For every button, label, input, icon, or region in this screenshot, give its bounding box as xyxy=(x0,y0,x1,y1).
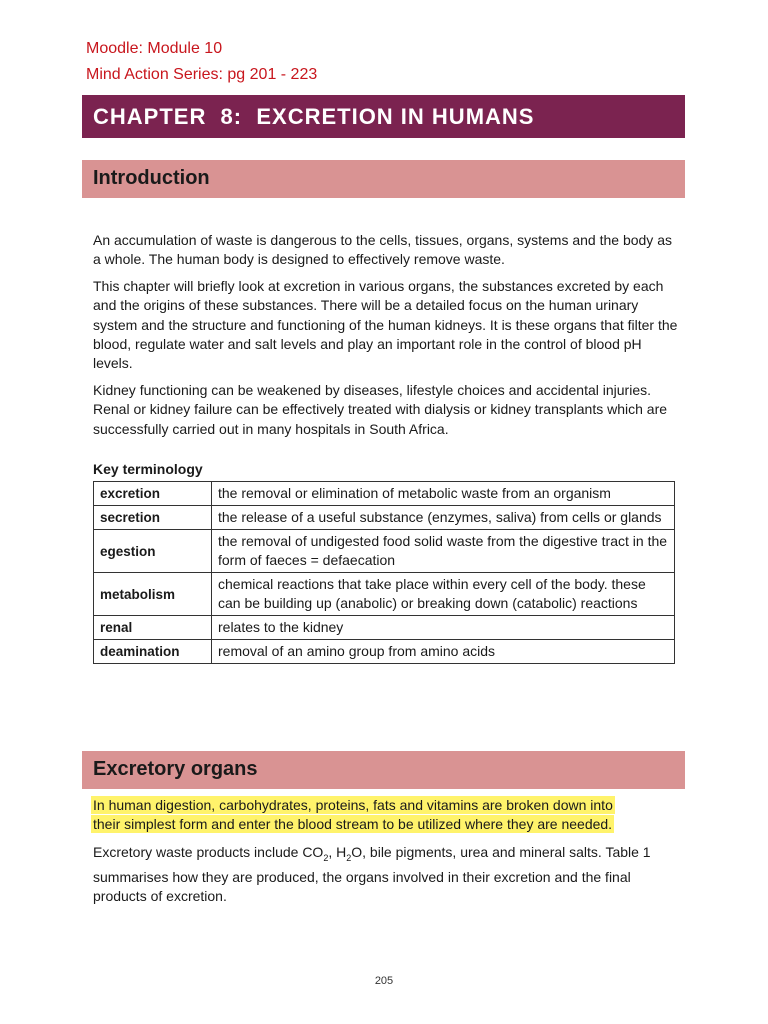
intro-paragraph-3: Kidney functioning can be weakened by diseases, lifestyle choices and accidental injuries. Renal or kidney failure can be effectively treated with dialysis or kidney transplants which are successfully carried out in many hospitals in South Africa. xyxy=(93,382,668,437)
term-cell: excretion xyxy=(94,482,212,506)
term-cell: renal xyxy=(94,616,212,640)
chapter-banner xyxy=(82,95,685,138)
intro-paragraph-1: An accumulation of waste is dangerous to the cells, tissues, organs, systems and the body as a whole. The human body is designed to effectively remove waste. xyxy=(93,232,672,268)
co2-subscript: 2 xyxy=(323,852,329,863)
term-cell: egestion xyxy=(94,530,212,573)
highlighted-paragraph xyxy=(91,796,681,835)
waste-products-paragraph xyxy=(93,843,683,907)
table-row xyxy=(94,616,675,640)
table-row xyxy=(94,573,675,616)
definition-cell: removal of an amino group from amino acids xyxy=(212,640,675,664)
definition-cell: relates to the kidney xyxy=(212,616,675,640)
term-cell: deamination xyxy=(94,640,212,664)
definition-cell: the removal of undigested food solid waste from the digestive tract in the form of faeces = defaecation xyxy=(212,530,675,573)
table-row xyxy=(94,506,675,530)
table-row xyxy=(94,530,675,573)
table-row xyxy=(94,640,675,664)
chapter-title: CHAPTER 8: EXCRETION IN HUMANS xyxy=(93,104,535,129)
definition-cell: chemical reactions that take place within every cell of the body. these can be building up (anabolic) or breaking down (catabolic) reactions xyxy=(212,573,675,616)
highlight-line-1: In human digestion, carbohydrates, proteins, fats and vitamins are broken down into xyxy=(93,797,613,813)
table-row xyxy=(94,482,675,506)
key-terminology-table xyxy=(93,481,675,664)
textbook-reference: Mind Action Series: pg 201 - 223 xyxy=(86,66,318,83)
waste-rest: O, bile pigments, urea and mineral salts. Table 1 summarises how they are produced, the organs involved in their excretion and the final products of excretion. xyxy=(93,844,651,905)
module-reference: Moodle: Module 10 xyxy=(86,40,223,57)
intro-paragraph-2: This chapter will briefly look at excretion in various organs, the substances excreted by each and the origins of these substances. There will be a detailed focus on the human urinary system and the structure and functioning of the human kidneys. It is these organs that filter the blood, regulate water and salt levels and play an important role in the control of blood pH levels. xyxy=(93,278,678,372)
definition-cell: the removal or elimination of metabolic waste from an organism xyxy=(212,482,675,506)
key-terminology-heading: Key terminology xyxy=(93,461,203,477)
introduction-heading: Introduction xyxy=(93,167,210,189)
waste-mid: , H xyxy=(328,844,347,860)
highlight-line-2: their simplest form and enter the blood stream to be utilized where they are needed. xyxy=(93,816,613,833)
definition-cell: the release of a useful substance (enzymes, saliva) from cells or glands xyxy=(212,506,675,530)
excretory-organs-banner xyxy=(82,751,685,789)
introduction-banner xyxy=(82,160,685,198)
waste-prefix: Excretory waste products include CO xyxy=(93,844,324,860)
excretory-organs-heading: Excretory organs xyxy=(93,758,258,780)
term-cell: metabolism xyxy=(94,573,212,616)
page-number: 205 xyxy=(374,975,394,987)
h2o-subscript: 2 xyxy=(346,852,352,863)
term-cell: secretion xyxy=(94,506,212,530)
